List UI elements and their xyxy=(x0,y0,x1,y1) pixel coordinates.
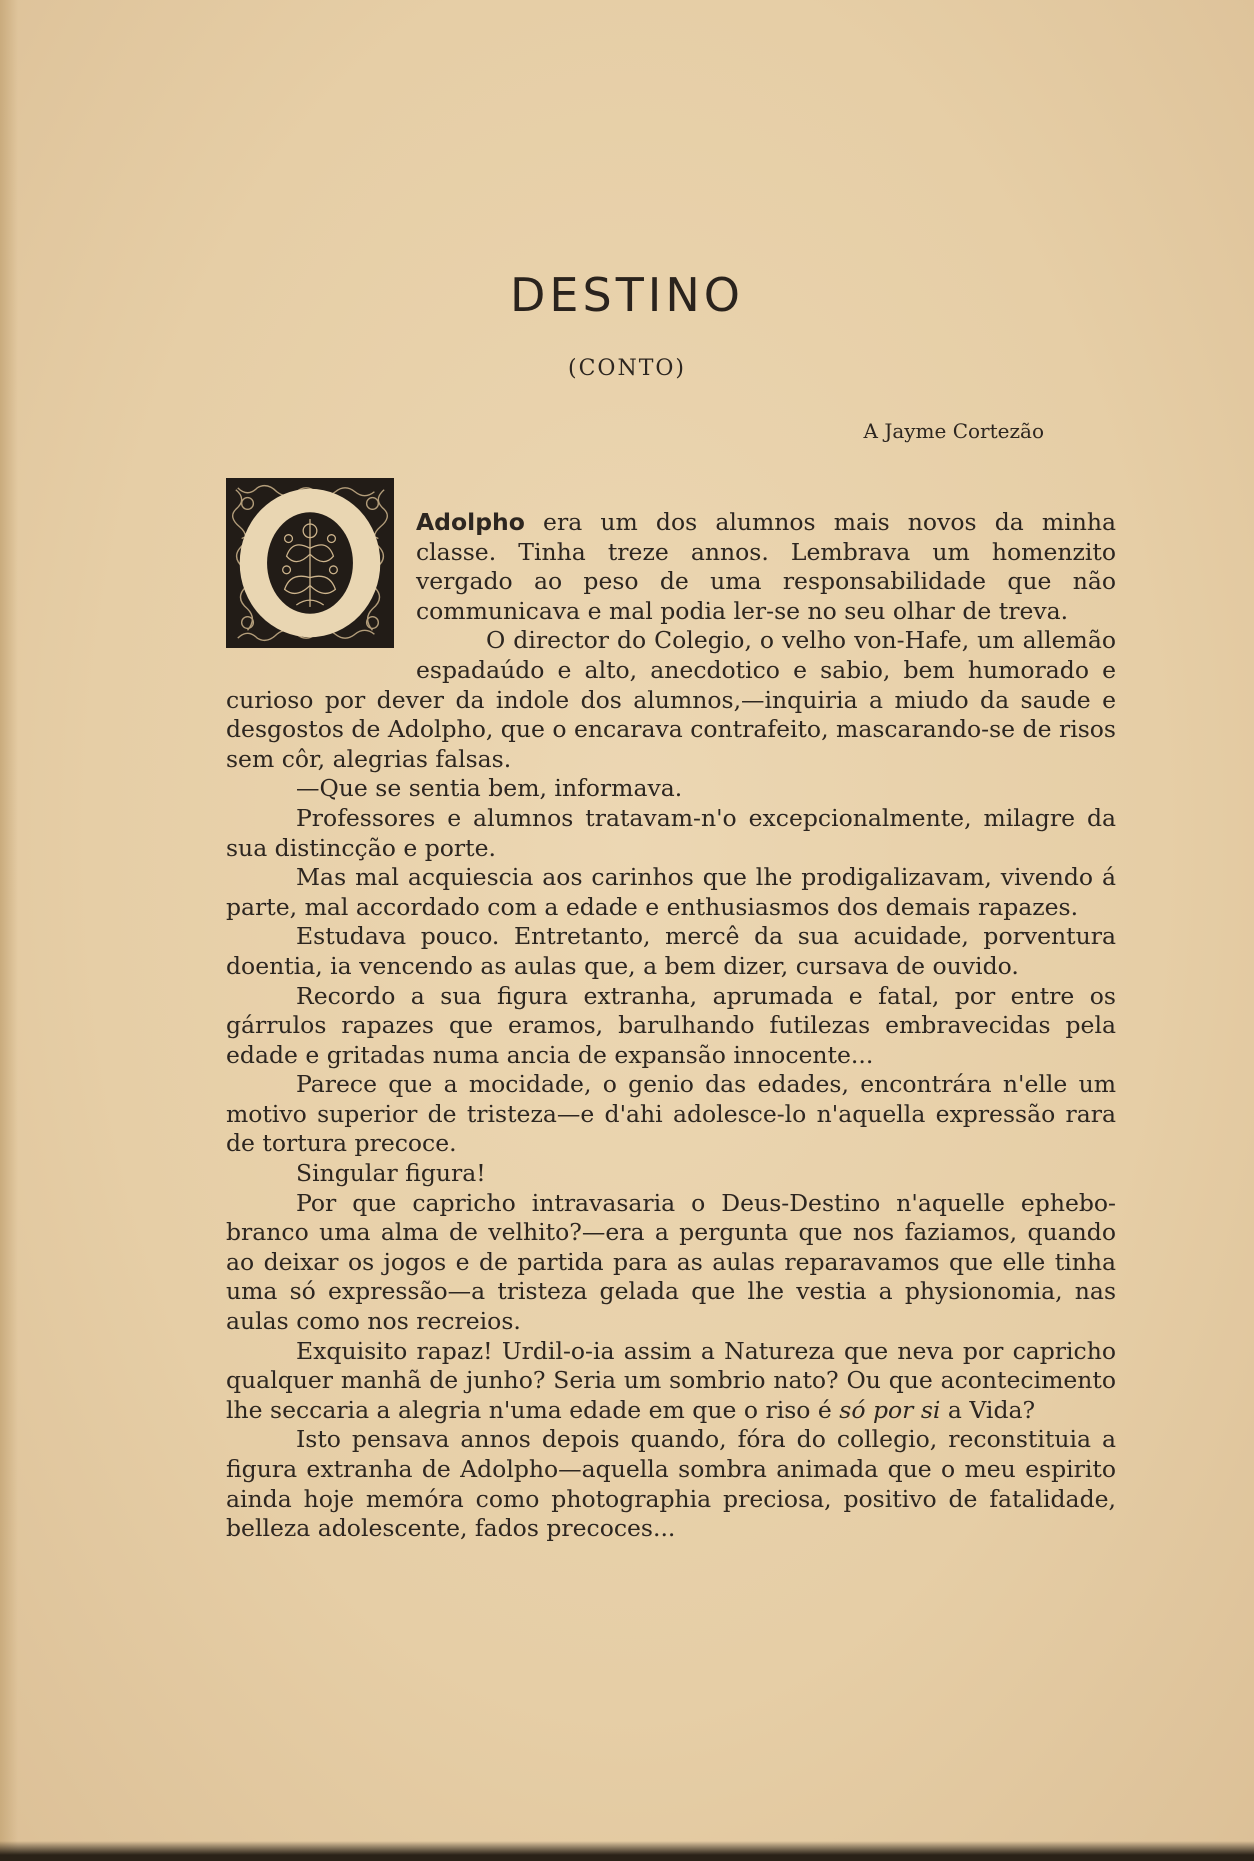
story-body xyxy=(226,508,1116,1544)
paragraph-final: Isto pensava annos depois quando, fóra do collegio, reconstituia a figura extranha de Adolpho—aquella sombra animada que o meu espirito ainda hoje memóra como photographia preciosa, positivo de fatalidade, belleza adolescente, fados precoces... xyxy=(226,1425,1116,1543)
dedication: A Jayme Cortezão xyxy=(863,419,1044,443)
paragraph: Parece que a mocidade, o genio das edades, encontrára n'elle um motivo superior de tristeza—e d'ahi adolesce-lo n'aquella expressão rara de tortura precoce. xyxy=(226,1070,1116,1158)
opening-text: era um dos alumnos mais novos da minha classe. Tinha treze annos. Lembrava um homenzito vergado ao peso de uma responsabilidade que não communicava e mal podia ler-se no seu olhar de treva. xyxy=(416,508,1116,625)
paragraph: Professores e alumnos tratavam-n'o excepcionalmente, milagre da sua distincção e porte. xyxy=(226,803,1116,862)
paragraph: Singular figura! xyxy=(296,1159,486,1188)
page-bottom-edge xyxy=(0,1841,1254,1861)
dropcap-spacer xyxy=(226,508,416,656)
story-title: DESTINO xyxy=(510,268,744,322)
story-subtitle: (CONTO) xyxy=(568,356,686,381)
paragraph: Por que capricho intravasaria o Deus-Destino n'aquelle ephebo-branco uma alma de velhito?—era a pergunta que nos faziamos, quando ao deixar os jogos e de partida para as aulas reparavamos que elle tinha uma só expressão—a tristeza gelada que lhe vestia a physionomia, nas aulas como nos recreios. xyxy=(226,1188,1116,1336)
paragraph-text: a Vida? xyxy=(940,1395,1036,1424)
paragraph-natureza xyxy=(226,1337,1116,1426)
paragraph: —Que se sentia bem, informava. xyxy=(296,774,683,803)
emphasis-text: só por si xyxy=(839,1395,941,1424)
paragraph: Estudava pouco. Entretanto, mercê da sua acuidade, porventura doentia, ia vencendo as aulas que, a bem dizer, cursava de ouvido. xyxy=(226,922,1116,980)
lead-word: Adolpho xyxy=(416,508,525,536)
paragraph-text: Exquisito rapaz! Urdil-o-ia assim a Natureza que neva por capricho qualquer manhã de junho? Seria um sombrio nato? Ou que acontecimento lhe seccaria a alegria n'uma edade em que o riso é xyxy=(226,1336,1116,1424)
paragraph: Mas mal acquiescia aos carinhos que lhe prodigalizavam, vivendo á parte, mal accordado com a edade e enthusiasmos dos demais rapazes. xyxy=(226,863,1116,921)
paragraph: Recordo a sua figura extranha, aprumada e fatal, por entre os gárrulos rapazes que eramos, barulhando futilezas embravecidas pela edade e gritadas numa ancia de expansão innocente... xyxy=(226,981,1116,1069)
paragraph: O director do Colegio, o velho von-Hafe, um allemão espadaúdo e alto, anecdotico e sabio, bem humorado e curioso por dever da indole dos alumnos,—inquiria a miudo da saude e desgostos de Adolpho, que o encarava contrafeito, mascarando-se de risos sem côr, alegrias falsas. xyxy=(226,626,1116,773)
